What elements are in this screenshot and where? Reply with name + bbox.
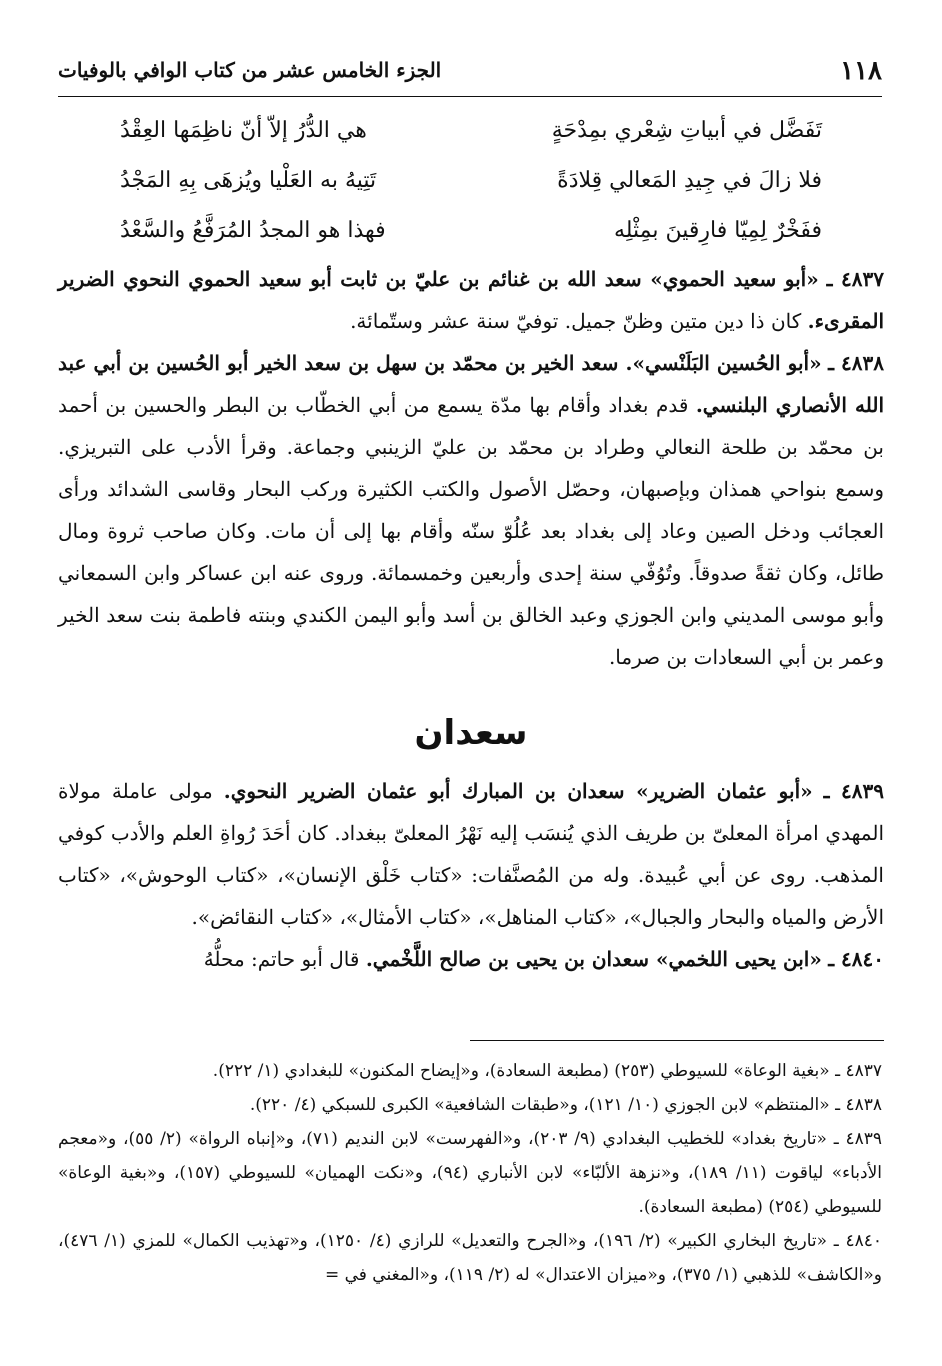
poem-line bbox=[120, 162, 822, 212]
entry-name: «أبو الحُسين البَلَنْسي». سعد الخير بن محمّد بن سهل بن سعد الخير أبو الحُسين بن أبي عبد الله الأنصاري البلنسي. bbox=[58, 351, 885, 417]
footnote: ٤٨٣٨ ـ «المنتظم» لابن الجوزي (١٠/ ١٢١)، و«طبقات الشافعية» الكبرى للسبكي (٤/ ٢٢٠). bbox=[249, 1095, 882, 1115]
entry-text: مولى عاملة مولاة المهدي امرأة المعلىّ بن طريف الذي يُنسَب إليه نَهْرُ المعلىّ ببغداد. كان أحَدَ رُواةِ العلم والأدب كوفي المذهب. روى عن أبي عُبيدة. وله من المُصنَّفات: «كتاب خَلْق الإنسان»، «كتاب الوحوش»، «كتاب الأرض والمياه والبحار والجبال»، «كتاب المناهل»، «كتاب الأمثال»، «كتاب النقائض». bbox=[58, 779, 884, 929]
poem-line bbox=[120, 112, 822, 162]
entry-number: ٤٨٤٠ ـ bbox=[828, 947, 884, 971]
entry-text: كان ذا دين متين وظنّ جميل. توفيّ سنة عشر وستّمائة. bbox=[350, 309, 802, 333]
poem-hemistich: تَتِيهُ به العَلْيا ويُزهَى بِهِ المَجْدُ bbox=[120, 168, 377, 193]
poem bbox=[120, 112, 822, 262]
entry-number: ٤٨٣٩ ـ bbox=[823, 779, 885, 803]
entry-4840 bbox=[58, 938, 884, 980]
entry-4839 bbox=[58, 770, 884, 938]
poem-line bbox=[120, 212, 822, 262]
poem-hemistich: فلا زالَ في جِيدِ المَعالي قِلادَةً bbox=[557, 168, 822, 193]
footnotes bbox=[58, 1054, 882, 1292]
entry-name: «ابن يحيى اللخمي» سعدان بن يحيى بن صالح اللَّخْمي. bbox=[365, 947, 822, 971]
poem-hemistich: هي الدُّرُ إلاّ أنّ ناظِمَها العِقْدُ bbox=[120, 118, 367, 143]
running-title: الجزء الخامس عشر من كتاب الوافي بالوفيات bbox=[58, 58, 442, 82]
footnote: ٤٨٣٩ ـ «تاريخ بغداد» للخطيب البغدادي (٩/ ٢٠٣)، و«الفهرست» لابن النديم (٧١)، و«إنباه الرواة» (٢/ ٥٥)، و«معجم الأدباء» لياقوت (١١/ ١٨٩)، و«نزهة الألبّاء» لابن الأنباري (٩٤)، و«نكت الهميان» للسيوطي (١٥٧)، و«بغية الوعاة» للسيوطي (٢٥٤) (مطبعة السعادة). bbox=[58, 1129, 883, 1217]
entry-text: قال أبو حاتم: محلُّهُ bbox=[203, 947, 360, 971]
page-header bbox=[58, 52, 882, 92]
poem-hemistich: تَفَضَّل في أبياتِ شِعْري بمِدْحَةٍ bbox=[551, 118, 822, 143]
poem-hemistich: فهذا هو المجدُ المُرَفَّعُ والسَّعْدُ bbox=[120, 218, 386, 243]
page-number: ١١٨ bbox=[840, 56, 882, 86]
footnote-rule bbox=[470, 1040, 884, 1041]
entry-number: ٤٨٣٧ ـ bbox=[826, 267, 885, 291]
entry-name: «أبو سعيد الحموي» سعد الله بن غنائم بن عليّ بن ثابت أبو سعيد الحموي النحوي الضرير المقرىء. bbox=[58, 267, 884, 333]
footnote: ٤٨٤٠ ـ «تاريخ البخاري الكبير» (٢/ ١٩٦)، و«الجرح والتعديل» للرازي (٤/ ١٢٥٠)، و«تهذيب الكمال» للمزي (١/ ٤٧٦)، و«الكاشف» للذهبي (١/ ٣٧٥)، و«ميزان الاعتدال» له (٢/ ١١٩)، و«المغني في = bbox=[58, 1231, 882, 1285]
main-text bbox=[58, 258, 884, 980]
poem-hemistich: ففَخْرٌ لِمِيّا فارِقينَ بمِثْلِه bbox=[613, 218, 822, 243]
footnote: ٤٨٣٧ ـ «بغية الوعاة» للسيوطي (٢٥٣) (مطبعة السعادة)، و«إيضاح المكنون» للبغدادي (١/ ٢٢٢). bbox=[212, 1061, 882, 1081]
entry-name: «أبو عثمان الضرير» سعدان بن المبارك أبو عثمان الضرير النحوي. bbox=[223, 779, 813, 803]
entry-4838 bbox=[58, 342, 884, 678]
entry-text: قدم بغداد وأقام بها مدّة يسمع من أبي الخطّاب بن البطر والحسين بن أحمد بن محمّد بن طلحة النعالي وطراد بن محمّد بن عليّ الزينبي وجماعة. وقرأ الأدب على التبريزي. وسمع بنواحي همذان وبإصبهان، وحصّل الأصول والكتب الكثيرة وركب البحار وقاسى الشدائد ورأى العجائب ودخل الصين وعاد إلى بغداد بعد عُلُوّ سنّه وأقام بها إلى أن مات. وكان صاحب ثروة ومال طائل، وكان ثقةً صدوقاً. وتُوُفّي سنة إحدى وأربعين وخمسمائة. وروى عنه ابن عساكر وابن السمعاني وأبو موسى المديني وابن الجوزي وعبد الخالق بن أسد وأبو اليمن الكندي وبنته فاطمة بنت سعد الخير وعمر بن أبي السعادات بن صرما. bbox=[58, 393, 884, 669]
entry-number: ٤٨٣٨ ـ bbox=[828, 351, 885, 375]
entry-4837 bbox=[58, 258, 884, 342]
header-rule bbox=[58, 96, 882, 97]
section-heading: سعدان bbox=[414, 713, 528, 753]
